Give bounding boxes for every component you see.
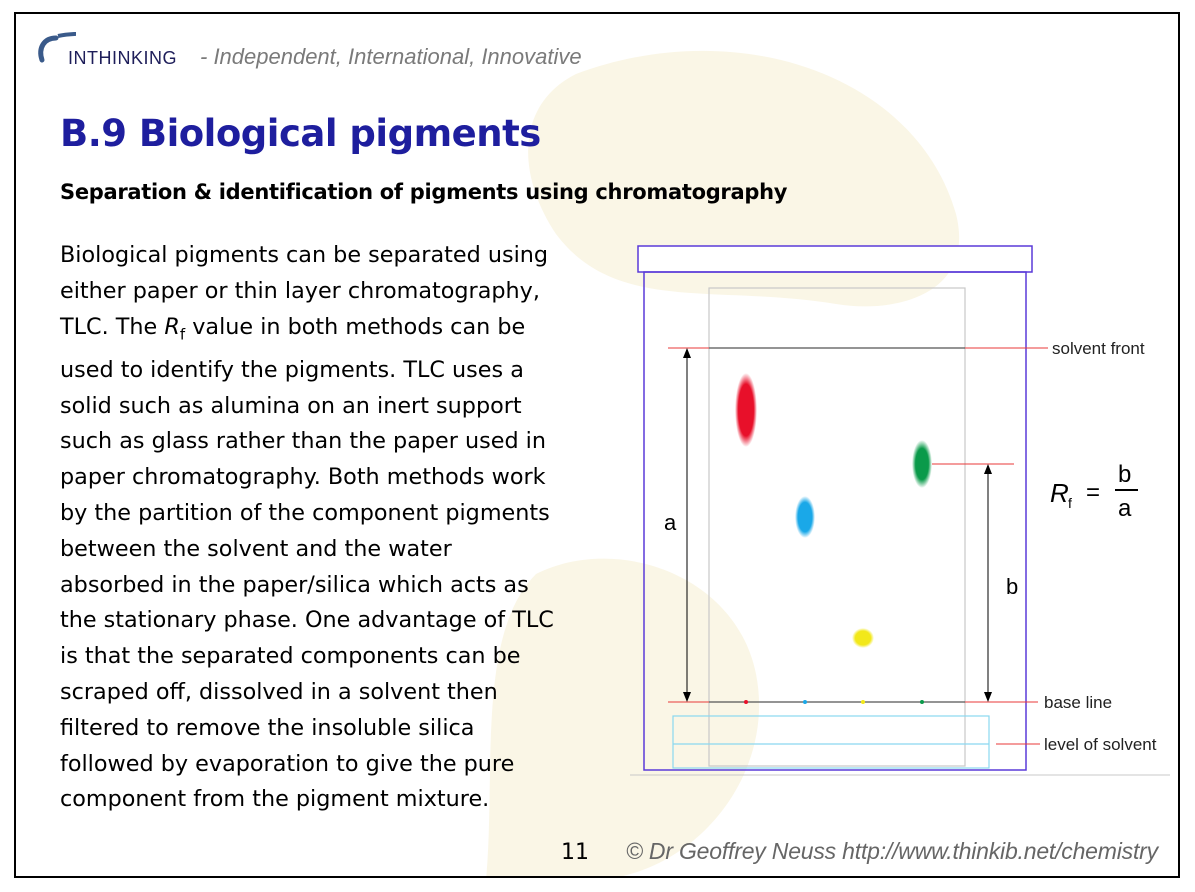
body-line: used to identify the pigments. TLC uses a bbox=[60, 356, 524, 383]
arrowhead-a-top bbox=[683, 348, 691, 358]
body-line: followed by evaporation to give the pure bbox=[60, 750, 515, 777]
page-title: B.9 Biological pigments bbox=[60, 112, 541, 155]
jar-body bbox=[644, 272, 1026, 770]
rf-formula-subscript: f bbox=[1068, 495, 1072, 511]
rf-symbol: R bbox=[164, 313, 180, 340]
slide bbox=[14, 12, 1180, 878]
rf-formula-R: R bbox=[1050, 478, 1069, 508]
rf-formula-equals: = bbox=[1086, 479, 1101, 506]
page-subtitle: Separation & identification of pigments using chromatography bbox=[60, 180, 788, 204]
body-line-rf bbox=[60, 310, 620, 353]
jar-lid bbox=[638, 246, 1032, 272]
body-line: scraped off, dissolved in a solvent then bbox=[60, 679, 498, 706]
tagline: - Independent, International, Innovative bbox=[200, 44, 582, 69]
body-line: the stationary phase. One advantage of TLC bbox=[60, 607, 554, 634]
tlc-plate bbox=[709, 288, 965, 766]
rf-formula-numerator: b bbox=[1118, 461, 1132, 488]
body-line: Biological pigments can be separated using bbox=[60, 242, 549, 268]
arrowhead-b-bottom bbox=[984, 692, 992, 702]
chromatography-diagram bbox=[622, 240, 1178, 780]
red-origin-dot bbox=[744, 700, 748, 704]
label-level-of-solvent: level of solvent bbox=[1044, 735, 1157, 754]
yellow-origin-dot bbox=[861, 700, 865, 704]
body-paragraph bbox=[60, 238, 620, 818]
body-line: between the solvent and the water bbox=[60, 535, 452, 562]
label-b: b bbox=[1006, 574, 1019, 599]
body-line: by the partition of the component pigments bbox=[60, 500, 550, 527]
label-solvent-front: solvent front bbox=[1052, 339, 1145, 358]
body-line: either paper or thin layer chromatography, bbox=[60, 277, 540, 304]
body-line: filtered to remove the insoluble silica bbox=[60, 714, 475, 741]
green-origin-dot bbox=[920, 700, 924, 704]
label-a: a bbox=[664, 510, 677, 535]
rf-subscript: f bbox=[179, 325, 186, 344]
red-pigment-spot bbox=[735, 373, 757, 447]
solvent-region bbox=[673, 716, 989, 768]
blue-origin-dot bbox=[803, 700, 807, 704]
page-number: 11 bbox=[561, 840, 589, 865]
body-line: such as glass rather than the paper used in bbox=[60, 428, 547, 455]
body-line-part: value in both methods can be bbox=[185, 313, 526, 340]
arrowhead-a-bottom bbox=[683, 692, 691, 702]
blue-pigment-spot bbox=[795, 496, 815, 538]
body-line: solid such as alumina on an inert support bbox=[60, 392, 522, 419]
arrowhead-b-top bbox=[984, 464, 992, 474]
body-line-part: TLC. The bbox=[60, 313, 165, 340]
body-line: is that the separated components can be bbox=[60, 643, 521, 670]
logo-wordmark: INTHINKING bbox=[68, 48, 178, 68]
label-base-line: base line bbox=[1044, 693, 1113, 712]
body-line: paper chromatography. Both methods work bbox=[60, 464, 546, 491]
green-pigment-spot bbox=[912, 440, 932, 488]
rf-formula-denominator: a bbox=[1118, 495, 1132, 522]
copyright-footer: © Dr Geoffrey Neuss http://www.thinkib.net/chemistry bbox=[626, 838, 1158, 864]
body-line: absorbed in the paper/silica which acts as bbox=[60, 571, 529, 598]
yellow-pigment-spot bbox=[852, 628, 874, 648]
body-line: component from the pigment mixture. bbox=[60, 786, 490, 813]
